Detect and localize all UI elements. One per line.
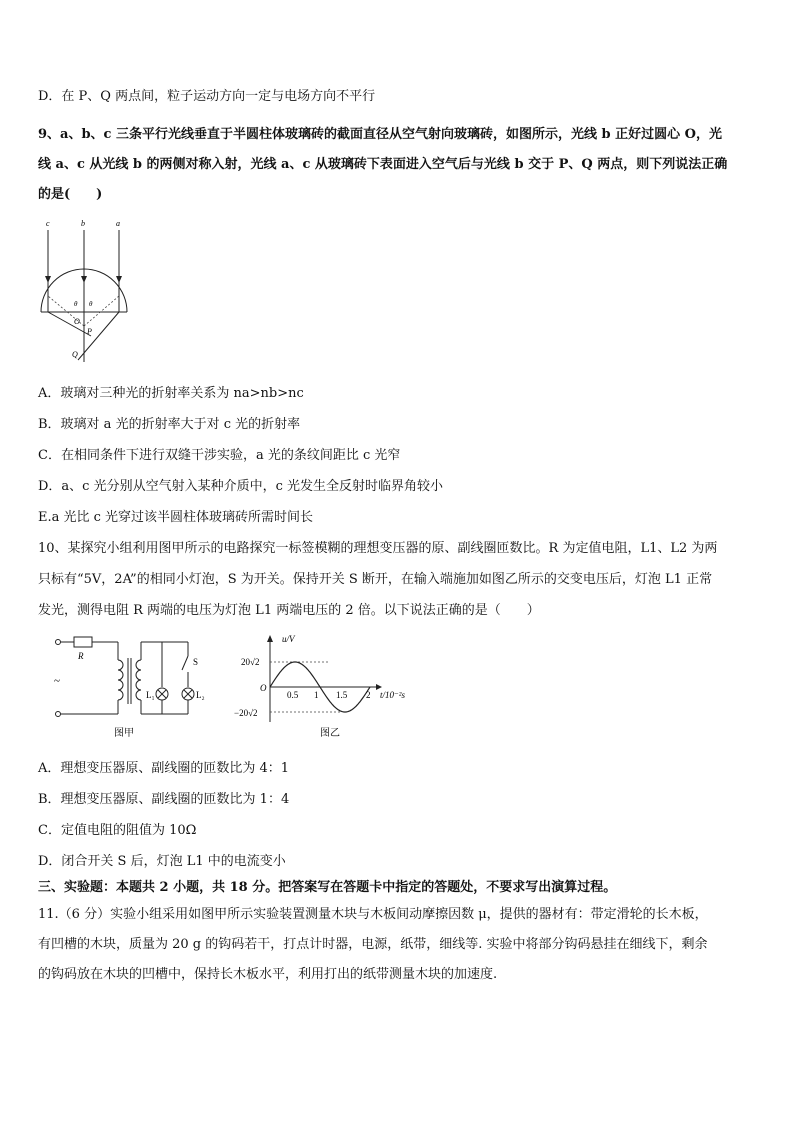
tick-2: 2 [366,690,371,700]
q9-stem-line1: 9、a、b、c 三条平行光线垂直于半圆柱体玻璃砖的截面直径从空气射向玻璃砖，如图所示，光线 b 正好过圆心 O，光 [38,127,722,142]
switch-s-label: S [193,657,199,667]
q10-stem-line3: 发光，测得电阻 R 两端的电压为灯泡 L1 两端电压的 2 倍。以下说法正确的是（ ） [38,603,540,618]
point-q-label: Q [72,350,78,359]
tick-0.5: 0.5 [287,690,299,700]
q9-option-a: A．玻璃对三种光的折射率关系为 na>nb>nc [38,386,304,401]
q9-option-e: E.a 光比 c 光穿过该半圆柱体玻璃砖所需时间长 [38,510,314,525]
q9-option-d: D．a、c 光分别从空气射入某种介质中，c 光发生全反射时临界角较小 [38,479,443,494]
q10-option-b: B．理想变压器原、副线圈的匝数比为 1：4 [38,792,290,807]
fig-b-caption: 图乙 [320,728,340,739]
q9-glass-figure [36,216,136,366]
lamp-l2-label: L₂ [196,690,205,700]
point-p-label: P [87,327,92,336]
prev-option-d: D．在 P、Q 两点间，粒子运动方向一定与电场方向不平行 [38,89,376,104]
y-min-label: −20√2 [234,708,258,718]
x-axis-label: t/10⁻²s [380,690,405,700]
q9-stem-line3: 的是( ) [38,187,103,202]
center-o-label: O [74,317,80,326]
q10-circuit-figure [50,632,220,742]
q11-line1: 11.（6 分）实验小组采用如图甲所示实验装置测量木块与木板间动摩擦因数 μ，提供的器材有：带定滑轮的长木板， [38,907,708,922]
q10-option-d: D．闭合开关 S 后，灯泡 L1 中的电流变小 [38,854,286,869]
tick-1.5: 1.5 [336,690,348,700]
q11-line2: 有凹槽的木块，质量为 20 g 的钩码若干，打点计时器，电源，纸带，细线等. 实验中将部分钩码悬挂在细线下，剩余 [38,937,708,952]
y-axis-label: u/V [282,634,295,644]
q9-option-b: B．玻璃对 a 光的折射率大于对 c 光的折射率 [38,417,301,432]
ray-a-label: a [116,219,120,228]
theta-right-label: θ [89,300,93,308]
ac-source-tilde: ~ [54,675,60,687]
ray-b-label: b [81,219,85,228]
y-max-label: 20√2 [241,657,260,667]
q10-option-c: C．定值电阻的阻值为 10Ω [38,823,197,838]
q10-option-a: A．理想变压器原、副线圈的匝数比为 4：1 [38,761,290,776]
origin-label: O [260,683,267,693]
q10-stem-line1: 10、某探究小组利用图甲所示的电路探究一标签模糊的理想变压器的原、副线圈匝数比。R 为定值电阻，L1、L2 为两 [38,541,718,556]
fig-a-caption: 图甲 [114,728,134,739]
q10-stem-line2: 只标有“5V，2A”的相同小灯泡，S 为开关。保持开关 S 断开，在输入端施加如图乙所示的交变电压后，灯泡 L1 正常 [38,572,713,587]
q9-stem-line2: 线 a、c 从光线 b 的两侧对称入射，光线 a、c 从玻璃砖下表面进入空气后与光线 b 交于 P、Q 两点，则下列说法正确 [38,157,728,172]
theta-left-label: θ [74,300,78,308]
tick-1: 1 [314,690,319,700]
resistor-r-label: R [78,651,84,661]
q10-voltage-graph [230,632,420,742]
lamp-l1-label: L₁ [146,690,155,700]
q11-line3: 的钩码放在木块的凹槽中，保持长木板水平，利用打出的纸带测量木块的加速度. [38,967,498,982]
ray-c-label: c [46,219,50,228]
q9-option-c: C．在相同条件下进行双缝干涉实验，a 光的条纹间距比 c 光窄 [38,448,401,463]
section-3-heading: 三、实验题：本题共 2 小题，共 18 分。把答案写在答题卡中指定的答题处，不要求写出演算过程。 [38,880,617,895]
